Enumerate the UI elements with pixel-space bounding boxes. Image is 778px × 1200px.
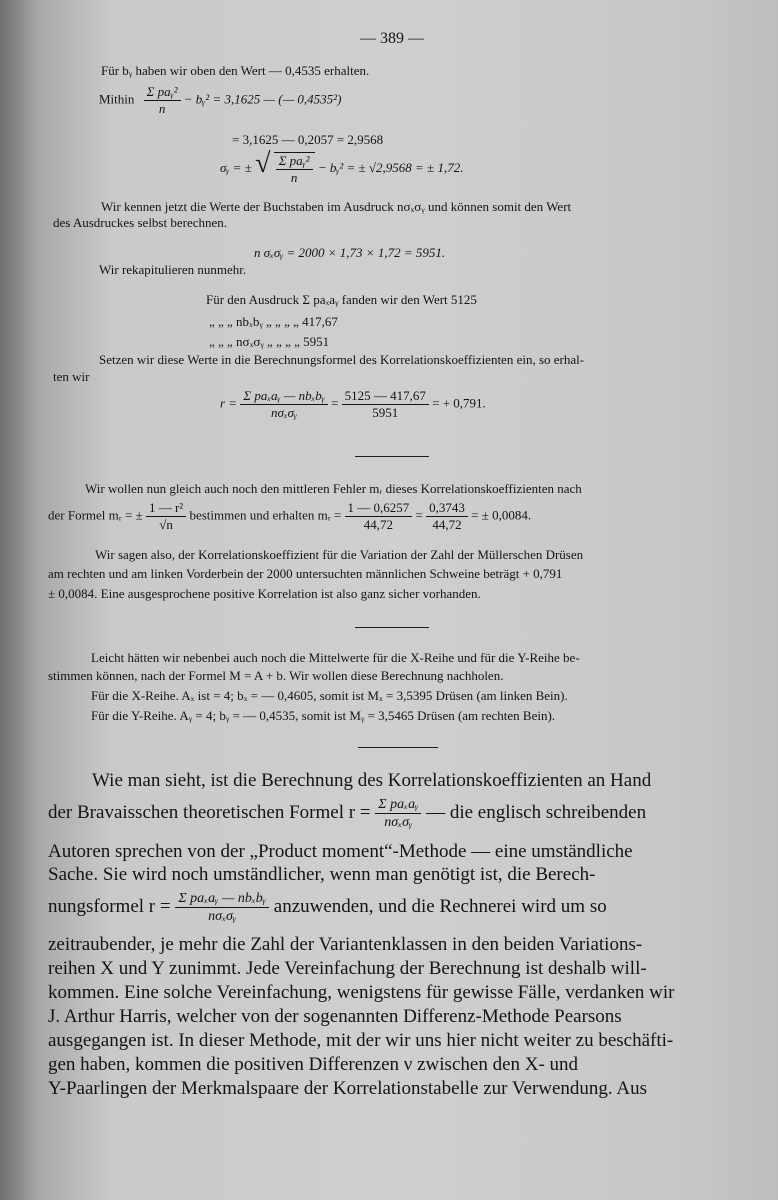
equation-sigma-y (220, 147, 464, 186)
divider (355, 627, 429, 628)
fraction-numerator: Σ paₓaᵧ — nbₓbᵧ (240, 388, 327, 405)
fraction-numerator: Σ paᵧ² (276, 153, 313, 170)
equation-error: der Formel mᵣ = ± $\frac{\text{1 — r²}}{√n}$ bestimmen und erhalten mᵣ = $\frac{1 — 0,6257}{44,72}$ = $\frac{0,3743}{44,72}$ = ± 0,0084. (48, 500, 532, 532)
table-line: „ „ „ nσₓσᵧ „ „ „ „ 5951 (209, 334, 330, 349)
fraction-denominator: 5951 (372, 405, 399, 420)
fraction-numerator: 1 — r² (146, 500, 186, 517)
fraction-numerator: 1 — 0,6257 (345, 500, 413, 517)
equation-line: n σₓσᵧ = 2000 × 1,73 × 1,72 = 5951. (254, 245, 446, 260)
divider (358, 747, 438, 748)
text-line: des Ausdruckes selbst berechnen. (53, 215, 228, 230)
text-line: Leicht hätten wir nebenbei auch noch die Mittelwerte für die X-Reihe und für die Y-Reihe be- (91, 650, 580, 665)
equation-r: r = $\frac{\text{Σ paₓaᵧ — nbₓbᵧ}}{\text{nσₓσᵧ}}$ = $\frac{5125 — 417,67}{5951}$ = + 0,791. (220, 388, 486, 420)
fraction-denominator: nσₓσᵧ (271, 405, 298, 420)
body-line: Sache. Sie wird noch umständlicher, wenn man genötigt ist, die Berech- (48, 864, 596, 885)
text-line: Setzen wir diese Werte in die Berechnungsformel des Korrelationskoeffizienten ein, so erhal- (99, 352, 585, 367)
text-line: Wir rekapitulieren nunmehr. (99, 262, 247, 277)
body-line: Wie man sieht, ist die Berechnung des Korrelationskoeffizienten an Hand (92, 770, 652, 791)
text-line: stimmen können, nach der Formel M = A + b. Wir wollen diese Berechnung nachholen. (48, 668, 504, 683)
fraction-denominator: 44,72 (363, 517, 394, 532)
body-text: — die englisch schreibenden (426, 801, 647, 823)
fraction-numerator: 5125 — 417,67 (342, 388, 429, 405)
text-line: ± 0,0084. Eine ausgesprochene positive Korrelation ist also ganz sicher vorhanden. (48, 586, 481, 601)
page-number: — 389 — (360, 30, 424, 47)
text-line: Für bᵧ haben wir oben den Wert — 0,4535 erhalten. (101, 63, 370, 78)
equation-mithin (99, 84, 341, 117)
body-text: nungsformel r = (48, 895, 171, 917)
text-line: am rechten und am linken Vorderbein der 2000 untersuchten männlichen Schweine beträgt + 0,791 (48, 566, 563, 581)
fraction-denominator: √n (159, 517, 173, 532)
fraction-numerator: Σ paₓaᵧ — nbₓbᵧ (175, 890, 269, 908)
body-line: kommen. Eine solche Vereinfachung, wenigstens für gewisse Fälle, verdanken wir (48, 982, 675, 1003)
fraction-denominator: nσₓσᵧ (208, 909, 237, 924)
equation-label: Mithin (99, 91, 135, 107)
body-line: reihen X und Y zunimmt. Jede Vereinfachung der Berechnung ist deshalb will- (48, 958, 647, 979)
divider (355, 456, 429, 457)
equation-left: σᵧ = ± (220, 159, 252, 175)
root-sign-icon: √ (255, 147, 271, 179)
equation-left: der Formel mᵣ = ± (48, 507, 143, 523)
table-line: „ „ „ nbₓbᵧ „ „ „ „ 417,67 (209, 314, 338, 329)
fraction-denominator: 44,72 (432, 517, 462, 532)
body-line: J. Arthur Harris, welcher von der sogenannten Differenz-Methode Pearsons (48, 1006, 622, 1027)
fraction-denominator: n (158, 101, 166, 116)
body-text: der Bravaisschen theoretischen Formel r = (48, 801, 371, 823)
fraction-denominator: n (290, 170, 298, 185)
text-line: Für die Y-Reihe. Aᵧ = 4; bᵧ = — 0,4535, somit ist Mᵧ = 3,5465 Drüsen (am rechten Bein). (91, 708, 556, 723)
body-line-formula (48, 796, 646, 831)
text-line: Für die X-Reihe. Aₓ ist = 4; bₓ = — 0,4605, somit ist Mₓ = 3,5395 Drüsen (am linken Bein). (91, 688, 568, 703)
fraction-numerator: Σ paᵧ² (144, 84, 181, 101)
table-line: Für den Ausdruck Σ paₓaᵧ fanden wir den Wert 5125 (206, 292, 477, 307)
equation-result: = + 0,791. (432, 395, 486, 411)
equation-rest: − bᵧ² = ± √2,9568 = ± 1,72. (317, 159, 464, 175)
text-line: Wir sagen also, der Korrelationskoeffizient für die Variation der Zahl der Müllerschen Drüsen (95, 547, 584, 562)
equation-left: r = (220, 395, 238, 411)
equation-line: = 3,1625 — 0,2057 = 2,9568 (232, 132, 384, 147)
equation-middle: bestimmen und erhalten mᵣ = (189, 507, 342, 523)
body-line: gen haben, kommen die positiven Differenzen ν zwischen den X- und (48, 1054, 579, 1075)
text-line: Wir wollen nun gleich auch noch den mittleren Fehler mᵣ dieses Korrelationskoeffizienten nach (85, 481, 582, 496)
equation-rest: − bᵧ² = 3,1625 — (— 0,4535²) (183, 91, 342, 107)
text-line: ten wir (53, 369, 90, 384)
fraction-numerator: 0,3743 (426, 500, 468, 517)
body-text: anzuwenden, und die Rechnerei wird um so (273, 895, 607, 917)
body-line: Y-Paarlingen der Merkmalspaare der Korrelationstabelle zur Verwendung. Aus (48, 1078, 648, 1099)
body-line: ausgegangen ist. In dieser Methode, mit der wir uns hier nicht weiter zu beschäfti- (48, 1030, 674, 1051)
body-line: zeitraubender, je mehr die Zahl der Variantenklassen in den beiden Variations- (48, 934, 643, 955)
equation-result: = ± 0,0084. (471, 507, 532, 523)
body-line-formula (48, 890, 607, 925)
fraction-numerator: Σ paₓaᵧ (375, 796, 421, 814)
body-line: Autoren sprechen von der „Product moment“-Methode — eine umständliche (48, 841, 633, 862)
fraction-denominator: nσₓσᵧ (384, 815, 413, 830)
text-line: Wir kennen jetzt die Werte der Buchstaben im Ausdruck nσₓσᵧ und können somit den Wert (101, 199, 572, 214)
